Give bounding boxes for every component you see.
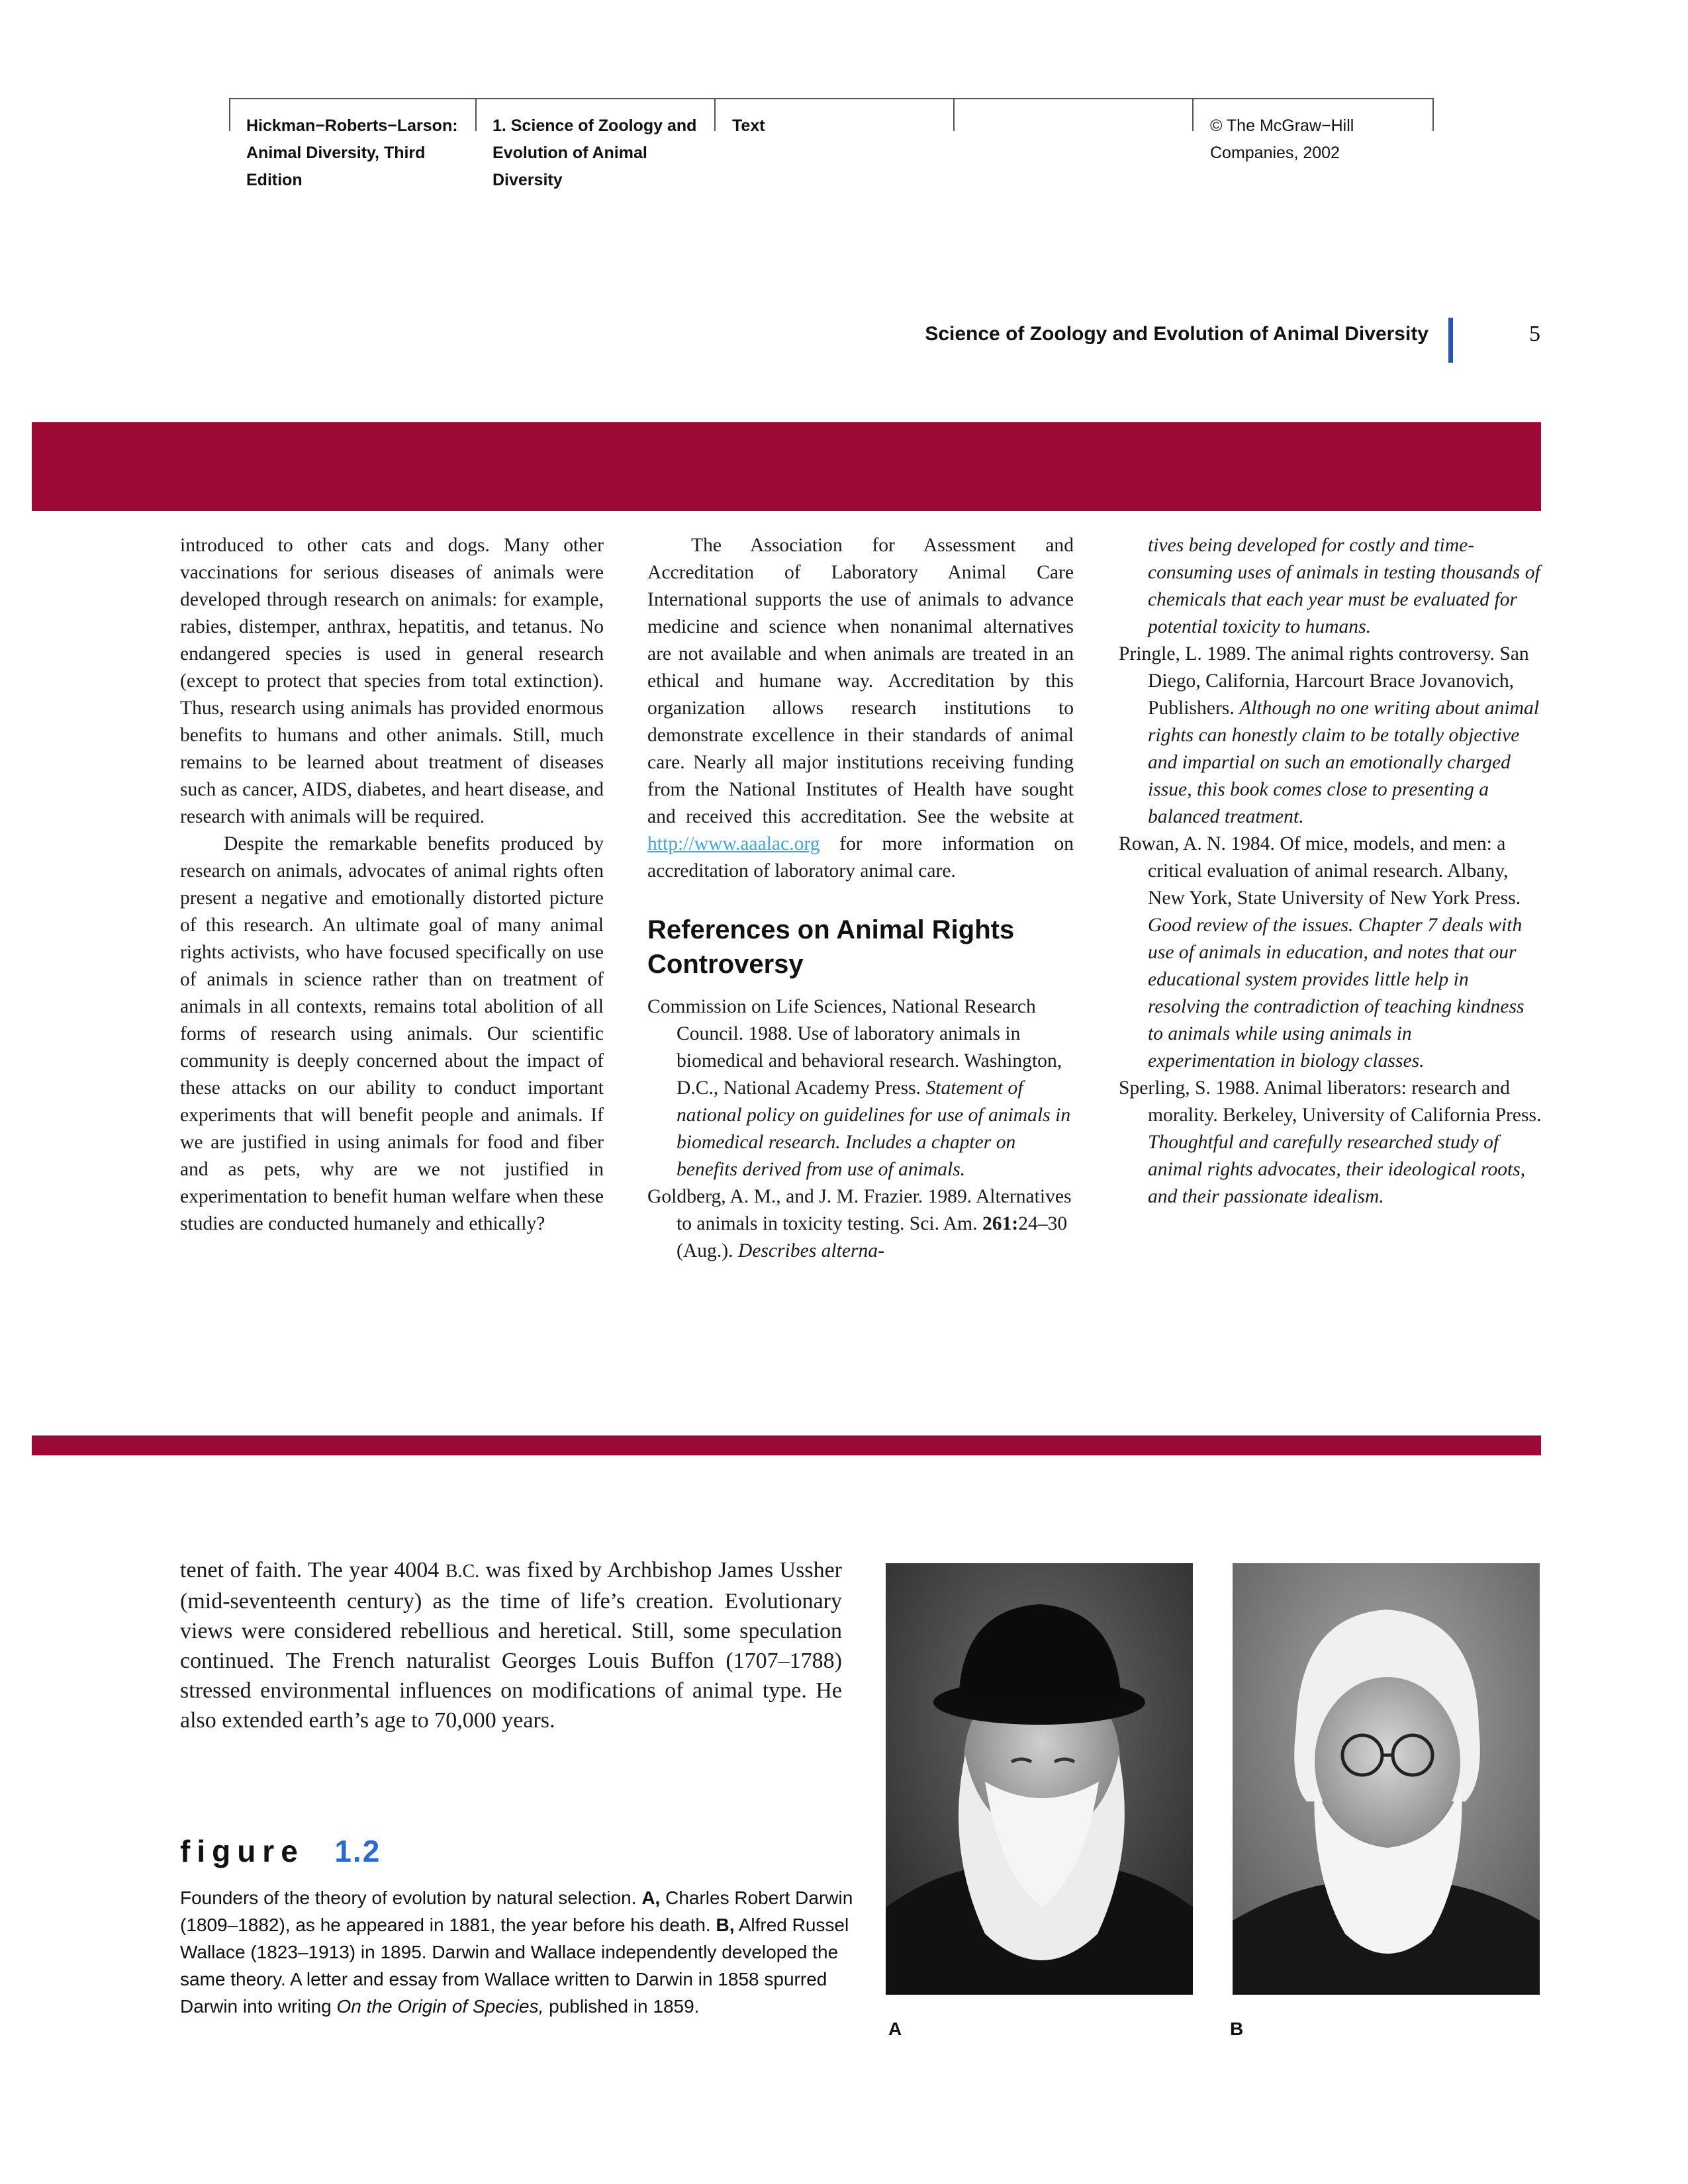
header-book: Hickman−Roberts−Larson: Animal Diversity, Third Edition (246, 116, 458, 189)
running-head-bar (1448, 318, 1453, 363)
header-divider (1432, 98, 1434, 131)
aaalac-link[interactable]: http://www.aaalac.org (647, 833, 820, 854)
essay-bottom-band (32, 1435, 1541, 1455)
header-divider (475, 98, 477, 131)
essay-column-2 (647, 532, 1074, 1265)
reference-citation: Goldberg, A. M., and J. M. Frazier. 1989. Alternatives to animals in toxicity testing. Sci. Am. (647, 1186, 1072, 1234)
page-number: 5 (1529, 322, 1540, 346)
figure-label: figure (180, 1834, 305, 1868)
reference-volume: 261: (982, 1213, 1019, 1234)
wallace-portrait-drawing (1233, 1563, 1540, 1995)
essay-column-3 (1119, 532, 1542, 1210)
document-header (229, 98, 1434, 197)
header-divider (714, 98, 716, 131)
header-rule (229, 98, 1434, 99)
essay-text: for more information on accreditation of laboratory animal care. (647, 833, 1074, 882)
figure-number: 1.2 (334, 1834, 381, 1868)
header-divider (953, 98, 955, 131)
reference-citation: 24–30 (Aug.). (677, 1213, 1068, 1261)
darwin-portrait-photo (886, 1563, 1193, 1995)
essay-text: The Association for Assessment and Accreditation of Laboratory Animal Care International supports the use of animals to advance medicine and science when nonanimal alternatives are not available and when animals are treated in an ethical and humane way. Accreditation by this organization allows research institutions to demonstrate excellence in their standards of animal care. Nearly all major institutions receiving funding from the National Institutes of Health have sought and received this accreditation. See the website at (647, 535, 1074, 827)
reference-citation: Rowan, A. N. 1984. Of mice, models, and men: a critical evaluation of animal research. Albany, New York, State University of New York Press. (1119, 833, 1521, 909)
reference-entry (1119, 1075, 1542, 1210)
figure-caption (180, 1884, 855, 2020)
essay-paragraph: Despite the remarkable benefits produced by research on animals, advocates of animal rights often present a negative and emotionally distorted picture of this research. An ultimate goal of many animal rights activists, who have focused specifically on use of animals in science rather than on treatment of animals in all contexts, remains total abolition of all forms of research using animals. Our scientific community is deeply concerned about the impact of these attacks on our ability to conduct important experiments that will benefit people and animals. If we are justified in using animals for food and fiber and as pets, why are we not justified in experimentation to benefit human welfare when these studies are conducted humanely and ethically? (180, 833, 604, 1234)
reference-entry (647, 1183, 1074, 1265)
body-text: tenet of faith. The year 4004 (180, 1558, 445, 1582)
references-heading: References on Animal Rights Controversy (647, 915, 1015, 979)
caption-text: published in 1859. (543, 1996, 700, 2017)
caption-book-title: On the Origin of Species, (336, 1996, 544, 2017)
reference-annotation: Good review of the issues. Chapter 7 deals with use of animals in education, and notes that our educational system provides little help in resolving the contradiction of teaching kindness to animals while using animals in experimentation in biology classes. (1148, 915, 1524, 1071)
wallace-portrait-photo (1233, 1563, 1540, 1995)
caption-text: Charles Robert Darwin (1809–1882), as he appeared in 1881, the year before his death. (180, 1888, 853, 1935)
header-divider (229, 98, 230, 131)
caption-text: Alfred Russel Wallace (1823–1913) in 1895. Darwin and Wallace independently developed the same theory. A letter and essay from Wallace written to Darwin in 1858 spurred Darwin into writing (180, 1915, 849, 2017)
reference-continuation: tives being developed for costly and time-consuming uses of animals in testing thousands of chemicals that each year must be evaluated for potential toxicity to humans. (1148, 535, 1540, 637)
figure-title (180, 1833, 381, 1869)
header-type: Text (732, 116, 765, 135)
reference-annotation: Thoughtful and carefully researched study of animal rights advocates, their ideological roots, and their passionate idealism. (1148, 1132, 1526, 1207)
reference-citation: Sperling, S. 1988. Animal liberators: research and morality. Berkeley, University of California Press. (1119, 1077, 1542, 1126)
reference-annotation: Although no one writing about animal rights can honestly claim to be totally objective and impartial on such an emotionally charged issue, this book comes close to presenting a balanced treatment. (1148, 698, 1540, 827)
essay-paragraph (647, 532, 1074, 885)
bc-abbrev: B.C. (445, 1561, 480, 1582)
essay-top-band (32, 422, 1541, 511)
caption-marker-a: A, (641, 1888, 661, 1908)
running-head-title: Science of Zoology and Evolution of Animal Diversity (925, 323, 1429, 345)
body-text: was fixed by Archbishop James Ussher (mid-seventeenth century) as the time of life’s creation. Evolutionary views were considered rebellious and heretical. Still, some speculation continued. The French naturalist Georges Louis Buffon (1707–1788) stressed environmental influences on modifications of animal type. He also extended earth’s age to 70,000 years. (180, 1558, 842, 1733)
header-divider (1192, 98, 1194, 131)
reference-entry (1119, 831, 1542, 1075)
reference-entry (647, 993, 1074, 1183)
photo-b-label: B (1230, 2019, 1244, 2039)
essay-paragraph: introduced to other cats and dogs. Many other vaccinations for serious diseases of animals were developed through research on animals: for example, rabies, distemper, anthrax, hepatitis, and tetanus. No endangered species is used in general research (except to protect that species from total extinction). Thus, research using animals has provided enormous benefits to humans and other animals. Still, much remains to be learned about treatment of diseases such as cancer, AIDS, diabetes, and heart disease, and research with animals will be required. (180, 535, 604, 827)
header-chapter: 1. Science of Zoology and Evolution of Animal Diversity (492, 116, 697, 189)
body-paragraph (180, 1555, 842, 1735)
caption-marker-b: B, (716, 1915, 735, 1935)
reference-entry (1119, 641, 1542, 831)
photo-a-label: A (888, 2019, 902, 2039)
reference-citation: Commission on Life Sciences, National Research Council. 1988. Use of laboratory animals in biomedical and behavioral research. Washington, D.C., National Academy Press. (647, 996, 1062, 1099)
caption-text: Founders of the theory of evolution by natural selection. (180, 1888, 642, 1908)
essay-column-1 (180, 532, 604, 1238)
darwin-portrait-drawing (886, 1563, 1193, 1995)
reference-annotation: Statement of national policy on guidelines for use of animals in biomedical research. Includes a chapter on benefits derived from use of animals. (677, 1077, 1071, 1180)
reference-citation: Pringle, L. 1989. The animal rights controversy. San Diego, California, Harcourt Brace Jovanovich, Publishers. (1119, 643, 1529, 719)
header-copyright: © The McGraw−Hill Companies, 2002 (1210, 116, 1354, 162)
reference-annotation: Describes alterna- (737, 1240, 884, 1261)
